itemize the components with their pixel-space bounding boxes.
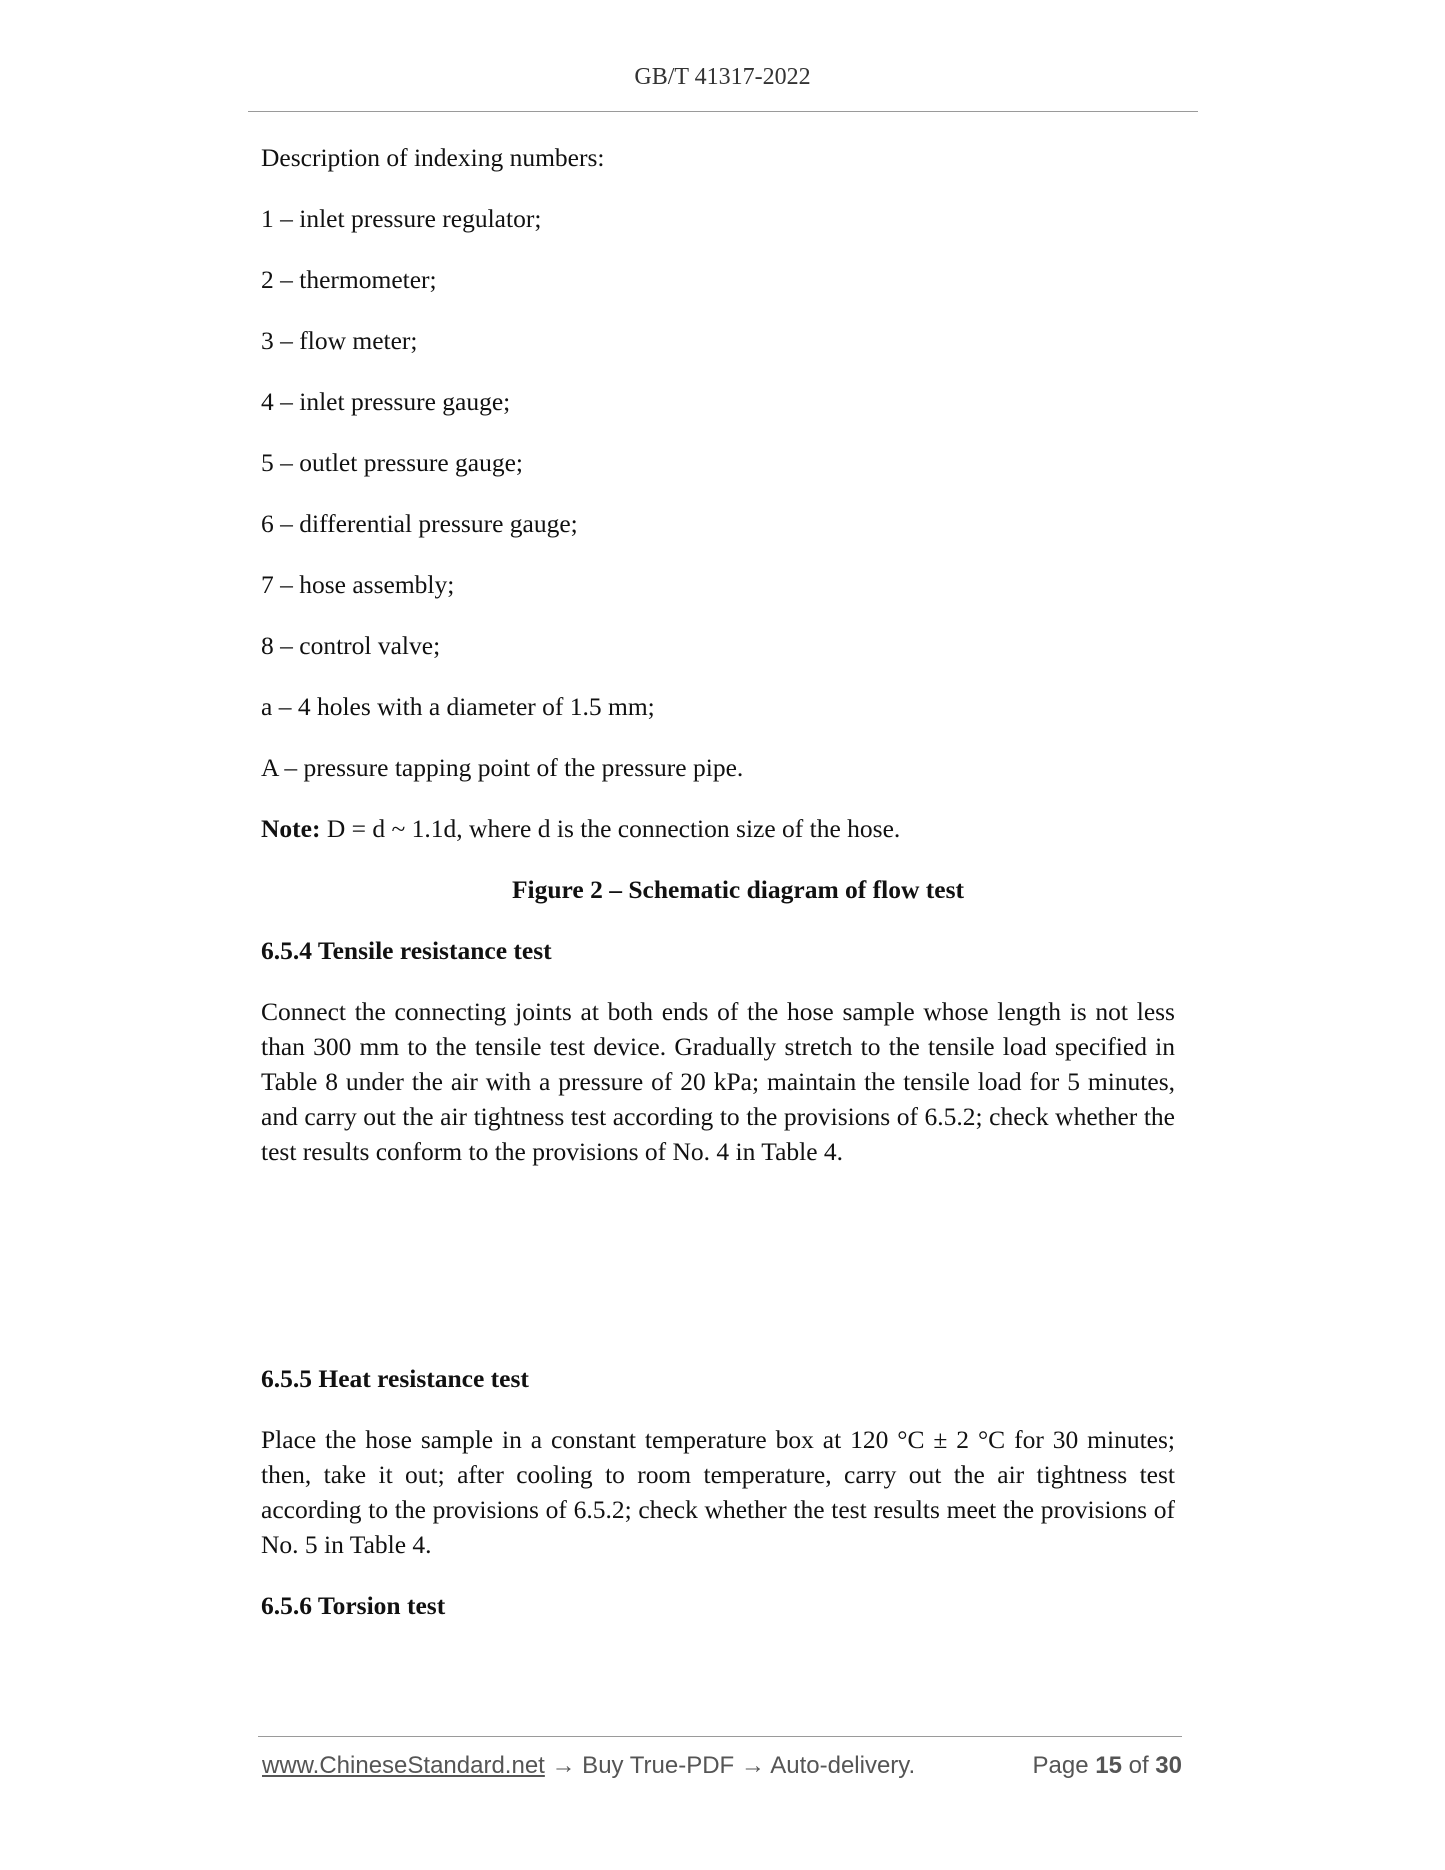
figure-caption: Figure 2 – Schematic diagram of flow test xyxy=(511,875,965,904)
page-total: 30 xyxy=(1155,1752,1182,1779)
legend-item: 3 – flow meter; xyxy=(261,326,418,355)
legend-item: 8 – control valve; xyxy=(261,631,441,660)
legend-item: 1 – inlet pressure regulator; xyxy=(261,204,542,233)
page-number: 15 xyxy=(1095,1752,1122,1779)
section-title-tensile: 6.5.4 Tensile resistance test xyxy=(261,936,552,965)
of-word: of xyxy=(1121,1752,1156,1779)
legend-item: 6 – differential pressure gauge; xyxy=(261,509,578,538)
legend-list xyxy=(261,201,1175,785)
legend-item: a – 4 holes with a diameter of 1.5 mm; xyxy=(261,692,655,721)
legend-item: 5 – outlet pressure gauge; xyxy=(261,448,524,477)
footer-divider xyxy=(258,1736,1182,1737)
page-indicator xyxy=(1033,1752,1182,1780)
figure-note xyxy=(261,811,1175,846)
legend-item: 4 – inlet pressure gauge; xyxy=(261,387,511,416)
promo-text: → Buy True-PDF → Auto-delivery. xyxy=(544,1752,916,1779)
note-label: Note: xyxy=(261,814,321,843)
legend-item: 2 – thermometer; xyxy=(261,265,437,294)
section-title-heat: 6.5.5 Heat resistance test xyxy=(261,1364,529,1393)
page-footer xyxy=(262,1752,1182,1780)
header-divider xyxy=(248,111,1198,112)
doc-code: GB/T 41317-2022 xyxy=(634,64,811,90)
page-header xyxy=(0,64,1445,91)
section-title-torsion: 6.5.6 Torsion test xyxy=(261,1591,446,1620)
legend-item: A – pressure tapping point of the pressure pipe. xyxy=(261,753,744,782)
legend-title: Description of indexing numbers: xyxy=(261,143,605,172)
site-link[interactable]: www.ChineseStandard.net xyxy=(262,1752,545,1779)
legend-item: 7 – hose assembly; xyxy=(261,570,455,599)
footer-promo-line xyxy=(262,1752,915,1780)
section-body-heat: Place the hose sample in a constant temperature box at 120 °C ± 2 °C for 30 minutes; then, take it out; after cooling to room temperature, carry out the air tightness test according to the provisions of 6.5.2; check whether the test results meet the provisions of No. 5 in Table 4. xyxy=(261,1425,1175,1559)
page-content xyxy=(261,140,1175,1649)
section-body-tensile: Connect the connecting joints at both ends of the hose sample whose length is not less than 300 mm to the tensile test device. Gradually stretch to the tensile load specified in Table 8 under the air with a pressure of 20 kPa; maintain the tensile load for 5 minutes, and carry out the air tightness test according to the provisions of 6.5.2; check whether the test results conform to the provisions of No. 4 in Table 4. xyxy=(261,997,1175,1166)
page-word: Page xyxy=(1032,1752,1096,1779)
note-text: D = d ~ 1.1d, where d is the connection size of the hose. xyxy=(320,814,901,843)
blank-space xyxy=(261,1195,1175,1361)
